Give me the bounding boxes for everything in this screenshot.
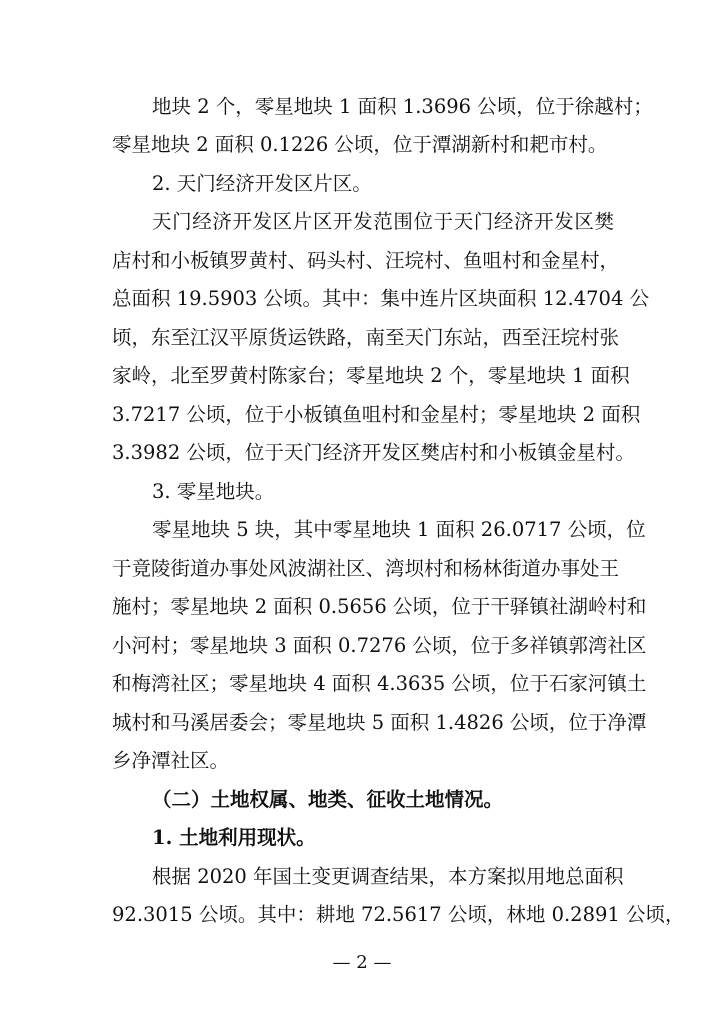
- paragraph-line: 店村和小板镇罗黄村、码头村、汪垸村、鱼咀村和金星村，: [112, 249, 620, 272]
- paragraph-line: 总面积 19.5903 公顷。其中：集中连片区块面积 12.4704 公: [112, 287, 650, 310]
- paragraph-line: 小河村；零星地块 3 面积 0.7276 公顷，位于多祥镇郭湾社区: [112, 634, 647, 657]
- page-number: — 2 —: [332, 952, 392, 973]
- paragraph-line: 零星地块 2 面积 0.1226 公顷，位于潭湖新村和耙市村。: [112, 133, 608, 156]
- paragraph-line: 顷，东至江汉平原货运铁路，南至天门东站，西至汪垸村张: [112, 326, 620, 349]
- paragraph-line: 乡净潭社区。: [112, 749, 230, 772]
- subsection-heading-bold: 1. 土地利用现状。: [152, 826, 316, 849]
- section-heading: 3. 零星地块。: [152, 480, 275, 503]
- paragraph-line: 家岭，北至罗黄村陈家台；零星地块 2 个，零星地块 1 面积: [112, 364, 630, 387]
- section-heading: 2. 天门经济开发区片区。: [152, 172, 372, 195]
- paragraph-line: 于竟陵街道办事处风波湖社区、湾坝村和杨林街道办事处王: [112, 557, 620, 580]
- paragraph-line: 3.7217 公顷，位于小板镇鱼咀村和金星村；零星地块 2 面积: [112, 403, 641, 426]
- paragraph-line: 和梅湾社区；零星地块 4 面积 4.3635 公顷，位于石家河镇土: [112, 672, 647, 695]
- paragraph-line: 3.3982 公顷，位于天门经济开发区樊店村和小板镇金星村。: [112, 441, 635, 464]
- paragraph-line: 零星地块 5 块，其中零星地块 1 面积 26.0717 公顷，位: [152, 518, 646, 541]
- paragraph-line: 地块 2 个，零星地块 1 面积 1.3696 公顷，位于徐越村；: [152, 95, 653, 118]
- paragraph-line: 天门经济开发区片区开发范围位于天门经济开发区樊: [152, 210, 614, 233]
- paragraph-line: 城村和马溪居委会；零星地块 5 面积 1.4826 公顷，位于净潭: [112, 711, 647, 734]
- paragraph-line: 根据 2020 年国土变更调查结果，本方案拟用地总面积: [152, 865, 624, 888]
- paragraph-line: 施村；零星地块 2 面积 0.5656 公顷，位于干驿镇社湖岭村和: [112, 595, 647, 618]
- paragraph-line: 92.3015 公顷。其中：耕地 72.5617 公顷，林地 0.2891 公顷，: [112, 903, 685, 926]
- section-heading-bold: （二）土地权属、地类、征收土地情况。: [152, 788, 504, 811]
